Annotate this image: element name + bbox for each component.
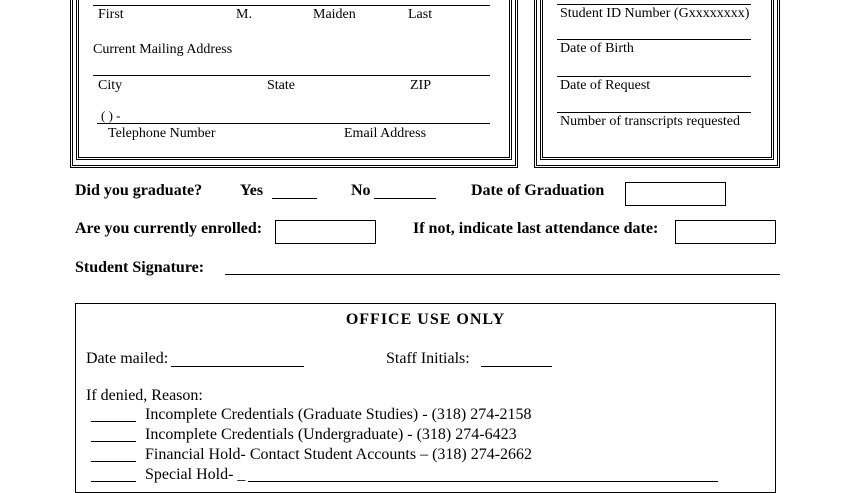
office-use-box <box>75 303 776 493</box>
dob-line[interactable] <box>557 39 751 40</box>
reason-1: Incomplete Credentials (Graduate Studies) - (318) 274-2158 <box>145 406 532 423</box>
date-mailed-blank[interactable] <box>171 366 304 367</box>
student-id-label: Student ID Number (Gxxxxxxxx) <box>560 6 750 21</box>
state-label: State <box>267 78 295 93</box>
enrolled-question: Are you currently enrolled: <box>75 220 263 237</box>
reason-checkbox-1[interactable] <box>91 421 136 422</box>
no-label: No <box>351 182 371 199</box>
reason-checkbox-2[interactable] <box>91 441 136 442</box>
graduation-date-label: Date of Graduation <box>471 182 605 199</box>
staff-initials-blank[interactable] <box>481 366 552 367</box>
zip-label: ZIP <box>410 78 431 93</box>
date-of-request-label: Date of Request <box>560 78 651 93</box>
graduate-question: Did you graduate? <box>75 182 203 199</box>
num-transcripts-line[interactable] <box>557 112 751 113</box>
denied-label: If denied, Reason: <box>86 387 203 404</box>
signature-label: Student Signature: <box>75 259 205 276</box>
signature-line[interactable] <box>225 274 780 275</box>
reason-4: Special Hold- _ <box>145 466 246 483</box>
email-label: Email Address <box>344 126 427 141</box>
first-name-label: First <box>98 7 124 22</box>
phone-email-line[interactable] <box>97 123 490 124</box>
last-name-label: Last <box>408 7 433 22</box>
date-mailed-label: Date mailed: <box>86 350 169 367</box>
num-transcripts-label: Number of transcripts requested <box>560 114 740 129</box>
graduation-date-field[interactable] <box>625 182 726 206</box>
student-id-line[interactable] <box>557 4 751 5</box>
mailing-address-label: Current Mailing Address <box>93 42 233 57</box>
reason-3: Financial Hold- Contact Student Accounts – (318) 274-2662 <box>145 446 533 463</box>
mailing-address-line[interactable] <box>93 75 490 76</box>
reason-checkbox-4[interactable] <box>91 481 136 482</box>
staff-initials-label: Staff Initials: <box>386 350 470 367</box>
city-label: City <box>98 78 123 93</box>
name-line[interactable] <box>93 5 490 6</box>
yes-label: Yes <box>240 182 264 199</box>
no-blank[interactable] <box>374 198 436 199</box>
date-of-request-line[interactable] <box>557 76 751 77</box>
last-attendance-label: If not, indicate last attendance date: <box>413 220 659 237</box>
special-hold-blank[interactable] <box>248 481 718 482</box>
reason-2: Incomplete Credentials (Undergraduate) - (318) 274-6423 <box>145 426 517 443</box>
dob-label: Date of Birth <box>560 41 634 56</box>
last-attendance-field[interactable] <box>675 220 776 244</box>
phone-format: ( ) - <box>101 108 121 123</box>
maiden-name-label: Maiden <box>313 7 356 22</box>
reason-checkbox-3[interactable] <box>91 461 136 462</box>
enrolled-field[interactable] <box>275 220 376 244</box>
yes-blank[interactable] <box>272 198 317 199</box>
middle-initial-label: M. <box>236 7 252 22</box>
telephone-label: Telephone Number <box>108 126 216 141</box>
office-use-title: OFFICE USE ONLY <box>345 311 506 328</box>
